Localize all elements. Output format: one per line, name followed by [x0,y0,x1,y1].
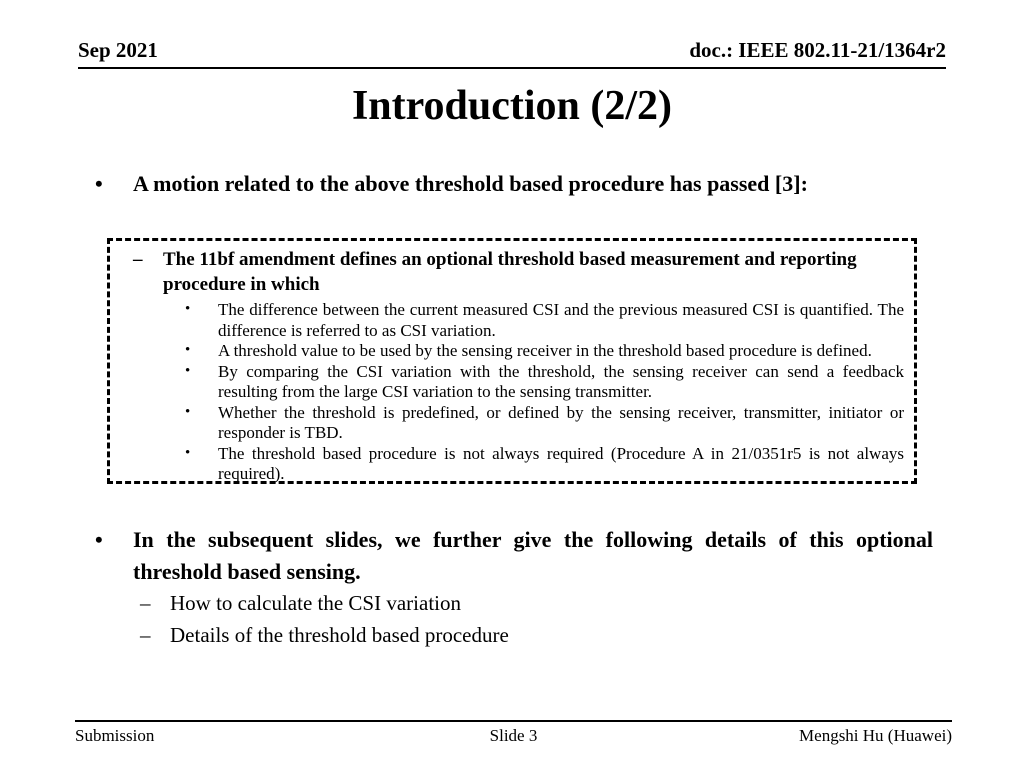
slide-header [78,38,946,69]
bullet-marker: • [185,342,191,358]
list-item-text: Details of the threshold based procedure [170,623,509,647]
box-heading-text: The 11bf amendment defines an optional threshold based measurement and reporting procedure in which [163,249,857,295]
bullet-marker: • [185,301,191,317]
list-item-text: A threshold value to be used by the sensing receiver in the threshold based procedure is defined. [218,341,872,360]
list-item [185,444,904,485]
list-item [140,623,900,648]
list-item-text: The difference between the current measured CSI and the previous measured CSI is quantified. The difference is referred to as CSI variation. [218,300,904,340]
list-item [185,341,904,362]
list-item-text: By comparing the CSI variation with the threshold, the sensing receiver can send a feedback resulting from the large CSI variation to the sensing transmitter. [218,361,904,401]
bullet-marker: • [95,527,103,552]
list-item-text: The threshold based procedure is not always required (Procedure A in 21/0351r5 is not always required). [218,443,904,483]
footer-submission-label: Submission [75,726,155,745]
footer-slide-number: Slide 3 [489,726,538,745]
bullet-subsequent-slides-text: In the subsequent slides, we further give the following details of this optional threshold based sensing. [133,527,933,584]
header-date: Sep 2021 [78,38,158,62]
list-item [185,403,904,444]
header-doc-number: doc.: IEEE 802.11-21/1364r2 [689,38,946,62]
bullet-motion-passed-text: A motion related to the above threshold based procedure has passed [3]: [133,171,808,196]
list-item [185,300,904,341]
bullet-marker: • [185,403,191,420]
dash-marker: – [133,249,143,270]
bullet-motion-passed [95,168,933,200]
bullet-marker: • [185,444,191,461]
bullet-subsequent-slides [95,524,933,588]
list-item [185,362,904,403]
motion-text-box [107,238,917,484]
list-item [140,591,900,616]
slide-footer [75,720,952,746]
box-bullet-list [110,300,904,485]
dash-marker: – [140,591,151,615]
bullet-marker: • [185,362,191,379]
bullet-marker: • [95,171,103,196]
footer-author: Mengshi Hu (Huawei) [799,726,952,745]
box-heading-row [133,247,904,297]
dash-marker: – [140,623,151,647]
list-item-text: Whether the threshold is predefined, or defined by the sensing receiver, transmitter, initiator or responder is TBD. [218,402,904,442]
page-title: Introduction (2/2) [351,83,673,129]
list-item-text: How to calculate the CSI variation [170,591,461,615]
